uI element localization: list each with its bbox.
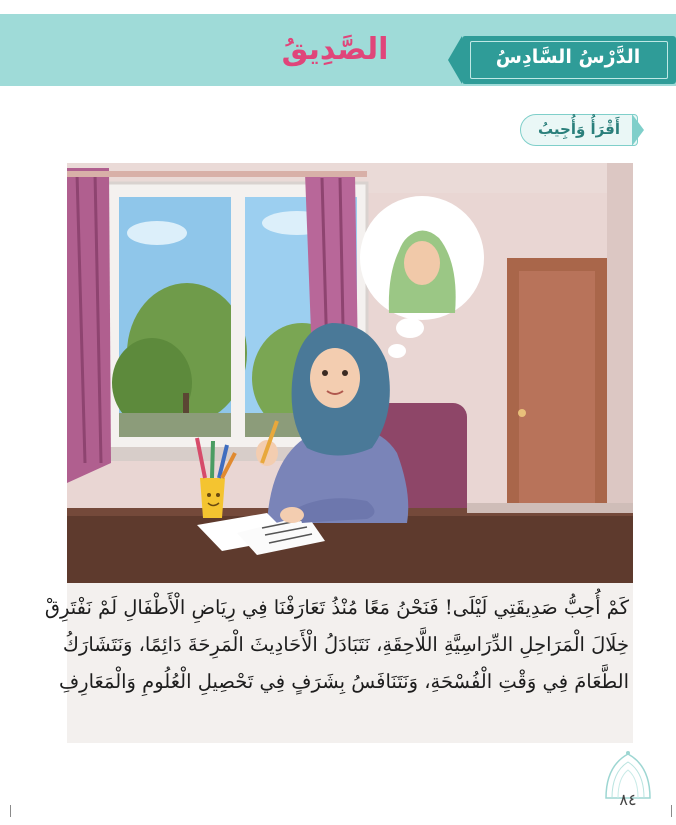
crop-mark-bottom-right bbox=[660, 805, 672, 817]
lesson-number-badge bbox=[462, 36, 676, 84]
girl-at-desk-illustration bbox=[67, 163, 633, 583]
page-number: ٨٤ bbox=[619, 790, 637, 809]
crop-mark-bottom-left bbox=[10, 805, 22, 817]
passage-line-3: الطَّعَامَ فِي وَقْتِ الْفُسْحَةِ، وَنَتَنَافَسُ بِشَرَفٍ فِي تَحْصِيلِ الْعُلُومِ وَالْمَعَارِفِ bbox=[58, 670, 629, 693]
reading-passage bbox=[44, 583, 633, 743]
section-badge bbox=[512, 110, 652, 150]
passage-line-1: كَمْ أُحِبُّ صَدِيقَتِي لَيْلَى! فَنَحْنُ مَعًا مُنْذُ تَعَارَفْنَا فِي رِيَاضِ الْأَطْفَالِ لَمْ نَفْتَرِقْ bbox=[44, 596, 629, 619]
section-label: أَقْرَأُ وَأُجِيبُ bbox=[538, 120, 620, 138]
lesson-title: الصَّدِيقُ bbox=[281, 32, 389, 67]
passage-line-2: خِلَالَ الْمَرَاحِلِ الدِّرَاسِيَّةِ اللَّاحِقَةِ، نَتَبَادَلُ الْأَحَادِيثَ الْمَرِحَةَ دَائِمًا، وَنَتَشَارَكُ bbox=[62, 633, 629, 656]
lesson-number-label: الدَّرْسُ السَّادِسُ bbox=[495, 46, 641, 68]
lesson-header bbox=[0, 14, 676, 86]
story-illustration bbox=[67, 163, 633, 583]
